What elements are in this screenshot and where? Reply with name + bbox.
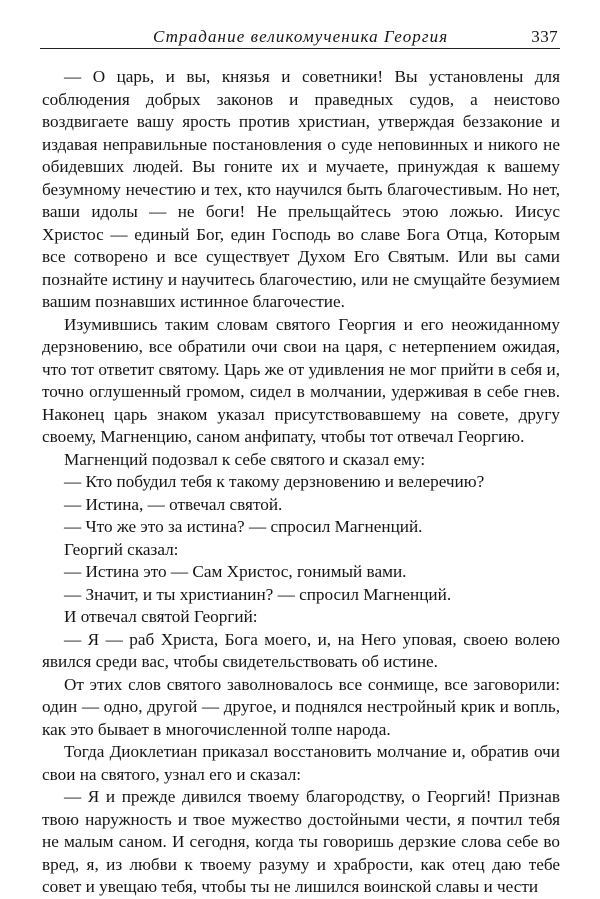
dialogue-line: — Значит, и ты христианин? — спросил Магненций. bbox=[64, 584, 452, 604]
speech-paragraph-accusation: — О царь, и вы, князья и советники! Вы установлены для соблюдения добрых законов и праведных судов, а неистово воздвигаете вашу ярость против христиан, утверждая беззаконие и издавая неправильные постановления о суде неповинных и никого не обидевших людей. Вы гоните их и мучаете, принуждая к вашему безумному нечестию и тех, кто научился быть благочестивым. Но нет, ваши идолы — не боги! Не прельщайтесь этою ложью. Иисус Христос — единый Бог, един Господь во славе Бога Отца, Которым все сотворено и все существует Духом Его Святым. Или вы сами познайте истину и научитесь благочестию, или не смущайте безумием вашим познавших истинное благочестие. bbox=[42, 67, 560, 311]
narrative-paragraph-reaction: Изумившись таким словам святого Георгия и его неожиданному дерзновению, все обратили очи свои на царя, с нетерпением ожидая, что тот ответит святому. Царь же от удивления не мог прийти в себя и, точно оглушенный громом, сидел в молчании, удерживая в себе гнев. Наконец царь знаком указал присутствовавшему на совете, другу своему, Магненцию, саном анфипату, чтобы тот отвечал Георгию. bbox=[42, 314, 560, 446]
dialogue-paragraph: — Я — раб Христа, Бога моего, и, на Него уповая, своею волею явился среди вас, чтобы свидетельствовать об истине. bbox=[42, 629, 560, 671]
narrative-paragraph-uproar: От этих слов святого заволновалось все сонмище, все заговорили: один — одно, другой — другое, и поднялся нестройный крик и вопль, как это бывает в многочисленной толпе народа. bbox=[42, 674, 560, 739]
running-header bbox=[40, 26, 560, 49]
page-body bbox=[42, 66, 560, 899]
speech-paragraph-diocletian: — Я и прежде дивился твоему благородству, о Георгий! Признав твою наружность и твое мужество достойными чести, я почтил тебя не малым саном. И сегодня, когда ты говоришь дерзкие слова себе во вред, я, из любви к твоему разуму и храбрости, как отец даю тебе совет и увещаю тебя, чтобы ты не лишился воинской славы и чести bbox=[42, 787, 560, 896]
dialogue-line: — Истина, — отвечал святой. bbox=[64, 494, 283, 514]
narrative-line: Магненций подозвал к себе святого и сказал ему: bbox=[64, 449, 426, 469]
dialogue-line: — Что же это за истина? — спросил Магненций. bbox=[64, 517, 423, 536]
chapter-title: Страдание великомученика Георгия bbox=[153, 27, 449, 46]
dialogue-line: — Кто побудил тебя к такому дерзновению и велеречию? bbox=[64, 472, 485, 491]
narrative-line: И отвечал святой Георгий: bbox=[64, 607, 258, 626]
narrative-line: Георгий сказал: bbox=[64, 539, 179, 559]
page-number: 337 bbox=[531, 27, 558, 46]
narrative-paragraph-diocletian: Тогда Диоклетиан приказал восстановить молчание и, обратив очи свои на святого, узнал его и сказал: bbox=[42, 742, 560, 784]
dialogue-line: — Истина это — Сам Христос, гонимый вами. bbox=[64, 562, 407, 581]
